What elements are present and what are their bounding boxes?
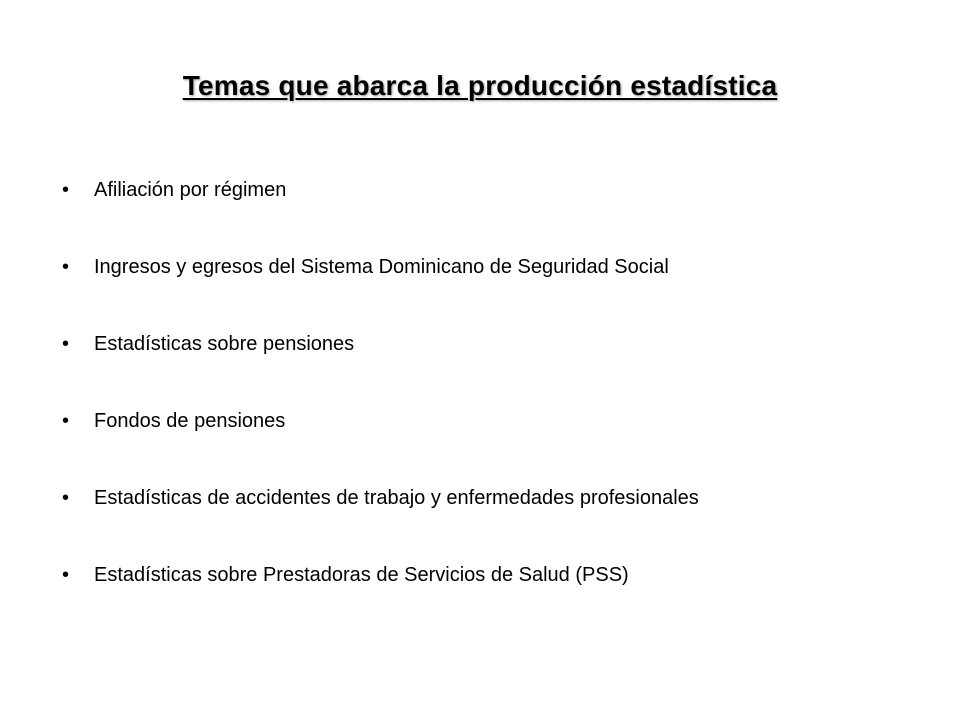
- bullet-icon: •: [62, 179, 70, 201]
- list-item: [62, 406, 922, 483]
- list-item: [62, 483, 922, 560]
- list-item: [62, 560, 922, 637]
- bullet-icon: •: [62, 564, 70, 586]
- bullet-list: [62, 175, 922, 637]
- list-item-text: Fondos de pensiones: [94, 410, 286, 432]
- slide-title: Temas que abarca la producción estadística: [182, 70, 778, 101]
- list-item-text: Estadísticas sobre Prestadoras de Servicios de Salud (PSS): [94, 564, 629, 586]
- bullet-icon: •: [62, 333, 70, 355]
- list-item-text: Afiliación por régimen: [94, 179, 287, 201]
- bullet-icon: •: [62, 487, 70, 509]
- list-item-text: Estadísticas de accidentes de trabajo y enfermedades profesionales: [94, 487, 699, 509]
- list-item-text: Ingresos y egresos del Sistema Dominicano de Seguridad Social: [94, 256, 669, 278]
- list-item: [62, 329, 922, 406]
- list-item-text: Estadísticas sobre pensiones: [94, 333, 355, 355]
- list-item: [62, 175, 922, 252]
- bullet-icon: •: [62, 410, 70, 432]
- list-item: [62, 252, 922, 329]
- bullet-icon: •: [62, 256, 70, 278]
